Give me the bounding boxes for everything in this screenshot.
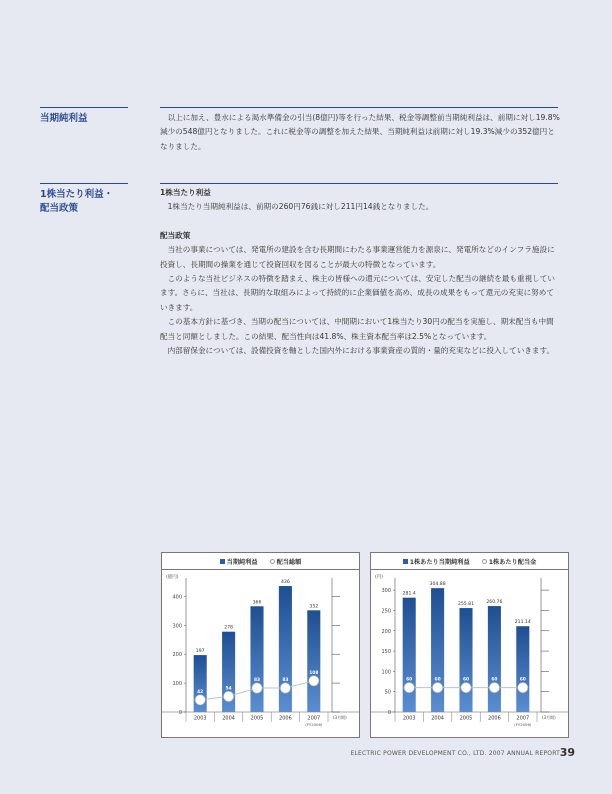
dividend-paragraph: 当社の事業については、発電所の建設を含む長期間にわたる事業運営能力を源泉に、発電所などのインフラ施設に投資し、長期間の操業を通じて投資回収を図ることが最大の特徴となっています。 [160,245,555,269]
bar-swatch-icon [403,559,408,564]
bar [488,606,501,712]
section1-body-rule [160,107,558,108]
dividend-dot [252,683,262,693]
dividend-value-label: 60 [406,677,413,683]
legend-item: 1株あたり配当金 [482,557,537,566]
footer-text [351,750,560,757]
bar [403,598,416,712]
y-tick-label: 0 [178,710,182,716]
bar-swatch-icon [220,559,225,564]
bar-value-label: 255.81 [457,602,475,608]
net-income-chart [161,552,360,738]
chart-legend [371,553,568,570]
y-axis-unit: (円) [375,575,384,580]
section1-text [160,111,560,154]
section2-heading [40,188,113,216]
bar-value-label: 366 [252,600,262,606]
section1-heading: 当期純利益 [40,113,88,124]
x-tick-label: 2005 [250,715,264,722]
y-tick-label: 0 [387,710,391,716]
x-tick-sublabel: (FY2006) [514,722,532,727]
legend-item: 配当総額 [270,557,302,566]
footer-report: 2007 ANNUAL REPORT [488,750,560,757]
x-tick-label: 2006 [488,715,501,722]
y-tick-label: 200 [172,652,182,659]
dot-swatch-icon [270,559,275,564]
dividend-dot [404,682,414,692]
section1-heading-rule [40,107,128,108]
eps-chart [370,552,569,738]
y-tick-label: 50 [384,689,391,696]
dividend-value-label: 60 [519,677,526,683]
section2-text [160,186,560,358]
eps-paragraph: 1株当たり当期純利益は、前期の260円76銭に対し211円14銭となりました。 [167,202,434,212]
dividend-value-label: 60 [491,677,498,683]
net-income-chart-plot [162,570,359,736]
footer-company: ELECTRIC POWER DEVELOPMENT CO., LTD. [350,750,487,757]
y-tick-label: 150 [381,649,391,656]
bar [516,626,529,712]
y-axis-unit: (億円) [166,575,179,580]
eps-subheading: 1株当たり利益 [160,188,211,197]
bar [459,608,472,712]
dividend-dot [280,683,290,693]
dividend-dot [518,682,528,692]
x-tick-label: 2005 [459,715,473,722]
dividend-value-label: 60 [462,677,470,683]
bar-value-label: 281.4 [402,591,416,597]
dividend-dot [489,682,499,692]
section1-paragraph: 以上に加え、豊水による渇水準備金の引当(8億円)等を行った結果、税金等調整前当期純利益は、前期に対し19.8%減少の548億円となりました。これに税金等の調整を加えた結果、当期純利益は前期に対し19.3%減少の352億円となりました。 [160,113,560,151]
y-tick-label: 400 [172,594,182,601]
section2-heading-rule [40,183,128,184]
bar-value-label: 352 [309,604,319,610]
y-tick-label: 250 [381,608,391,615]
dividend-paragraph: このような当社ビジネスの特徴を踏まえ、株主の皆様への還元については、安定した配当の継続を最も重視しています。さらに、当社は、長期的な取組みによって持続的に企業価値を高め、成長の成果をもって還元の充実に努めていきます。 [160,274,555,312]
legend-item: 当期純利益 [220,557,258,566]
dividend-dot [461,682,471,692]
y-tick-label: 300 [381,588,391,595]
x-tick-label: 2007 [516,715,530,722]
bar [431,588,444,712]
dot-swatch-icon [482,559,487,564]
x-tick-label: 2006 [279,715,292,722]
bar-value-label: 278 [224,625,233,631]
y-tick-label: 100 [381,669,391,676]
section2-heading-line2: 配当政策 [40,203,79,214]
bar [250,606,263,712]
dividend-dot [195,695,205,705]
dividend-paragraph: この基本方針に基づき、当期の配当については、中間期において1株当たり30円の配当を実施し、期末配当も中間配当と同額としました。この結果、配当性向は41.8%、株主資本配当率は2.5%となっています。 [160,317,554,341]
dividend-value-label: 83 [253,678,261,684]
dividend-dot [432,682,442,692]
dividend-value-label: 108 [309,670,319,676]
section2-heading-line1: 1株当たり利益・ [40,189,114,200]
chart-legend [162,553,359,570]
bar-value-label: 436 [281,580,290,586]
bar-value-label: 304.88 [429,582,446,588]
dividend-value-label: 42 [197,689,204,695]
page-number: 39 [559,746,575,759]
x-tick-label: 2007 [307,715,321,722]
dividend-paragraph: 内部留保金については、設備投資を軸とした国内外における事業資産の質的・量的充実などに投入していきます。 [167,346,555,356]
y-tick-label: 100 [172,681,182,688]
x-axis-unit: (3月期) [542,715,556,720]
bar [307,610,320,712]
bar-value-label: 211.14 [514,620,531,626]
x-tick-label: 2004 [222,715,235,722]
legend-item: 1株あたり当期純利益 [403,557,470,566]
bar-value-label: 260.76 [486,600,503,606]
x-tick-label: 2004 [431,715,444,722]
y-tick-label: 300 [172,623,182,630]
dividend-value-label: 54 [225,686,232,692]
dividend-subheading: 配当政策 [160,230,191,240]
section2-body-rule [160,183,558,184]
x-tick-label: 2003 [193,715,207,722]
dividend-dot [309,676,319,686]
y-tick-label: 200 [381,628,391,635]
eps-chart-plot [371,570,568,736]
dividend-dot [223,691,233,701]
x-tick-sublabel: (FY2006) [305,722,323,727]
dividend-value-label: 83 [282,678,289,684]
x-axis-unit: (3月期) [333,715,347,720]
bar-value-label: 197 [195,649,205,655]
x-tick-label: 2003 [402,715,416,722]
dividend-value-label: 60 [434,677,441,683]
